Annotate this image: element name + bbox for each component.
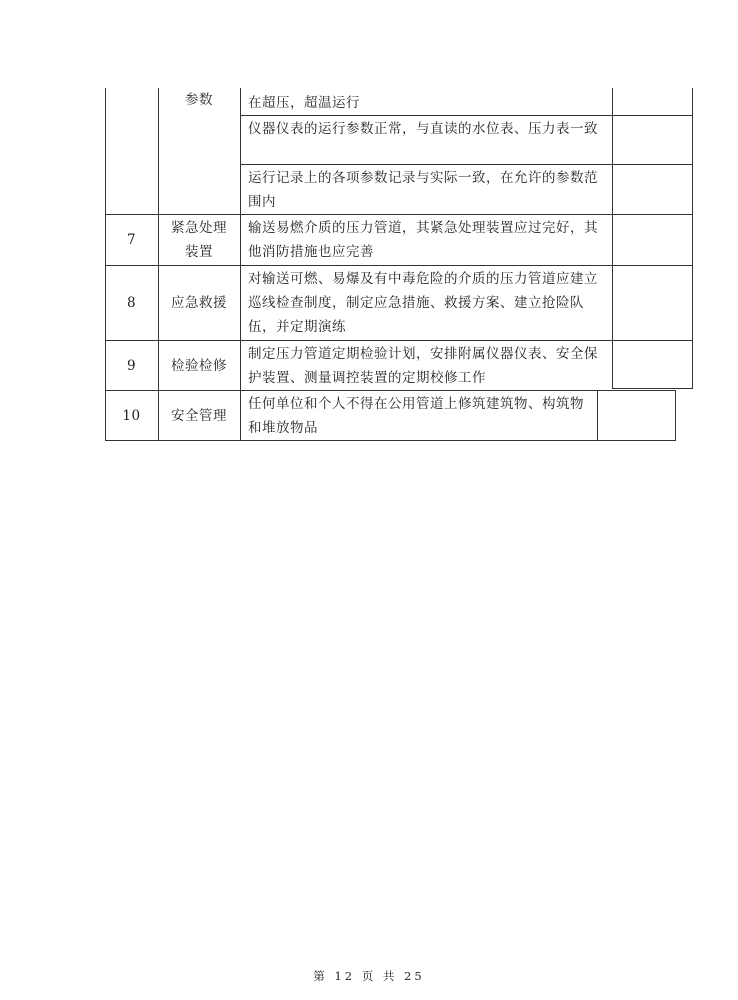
category-cell: 紧急处理装置: [171, 220, 227, 260]
row-number: 10: [122, 408, 141, 424]
col-divider-3-last: [597, 390, 598, 440]
row-line-1: [240, 115, 693, 116]
row-number: 9: [126, 358, 137, 374]
item-cell: 对输送可燃、易爆及有中毒危险的介质的压力管道应建立巡线检查制度，制定应急措施、救援方案、建立抢险队伍，并定期演练: [248, 271, 598, 335]
row-line-6: [105, 390, 676, 391]
item-cell: 仪器仪表的运行参数正常，与直读的水位表、压力表一致: [248, 121, 598, 137]
row-line-2: [240, 164, 693, 165]
category-cell: 安全管理: [171, 408, 227, 424]
category-cell: 应急救援: [171, 295, 227, 311]
table-border-right-last: [675, 390, 676, 440]
row-number: 8: [126, 295, 137, 311]
item-cell: 任何单位和个人不得在公用管道上修筑建筑物、构筑物和堆放物品: [248, 396, 584, 436]
col-divider-3: [612, 88, 613, 388]
row-line-4: [105, 265, 693, 266]
item-cell: 制定压力管道定期检验计划，安排附属仪器仪表、安全保护装置、测量调控装置的定期校修工作: [248, 346, 598, 386]
category-cell: 参数: [185, 92, 213, 108]
row-line-5: [105, 340, 693, 341]
table-border-left: [105, 88, 106, 440]
col-divider-1: [158, 88, 159, 440]
table-border-bottom: [105, 440, 676, 441]
item-cell: 运行记录上的各项参数记录与实际一致，在允许的参数范围内: [248, 170, 598, 210]
category-cell: 检验检修: [171, 358, 227, 374]
row-line-6-right: [612, 388, 693, 389]
page-footer: 第 12 页 共 25: [313, 969, 425, 983]
row-number: 7: [126, 232, 137, 248]
table-border-right: [692, 88, 693, 388]
item-cell: 在超压，超温运行: [248, 95, 360, 111]
item-cell: 输送易燃介质的压力管道，其紧急处理装置应过完好，其他消防措施也应完善: [248, 220, 598, 260]
row-line-3: [105, 214, 693, 215]
